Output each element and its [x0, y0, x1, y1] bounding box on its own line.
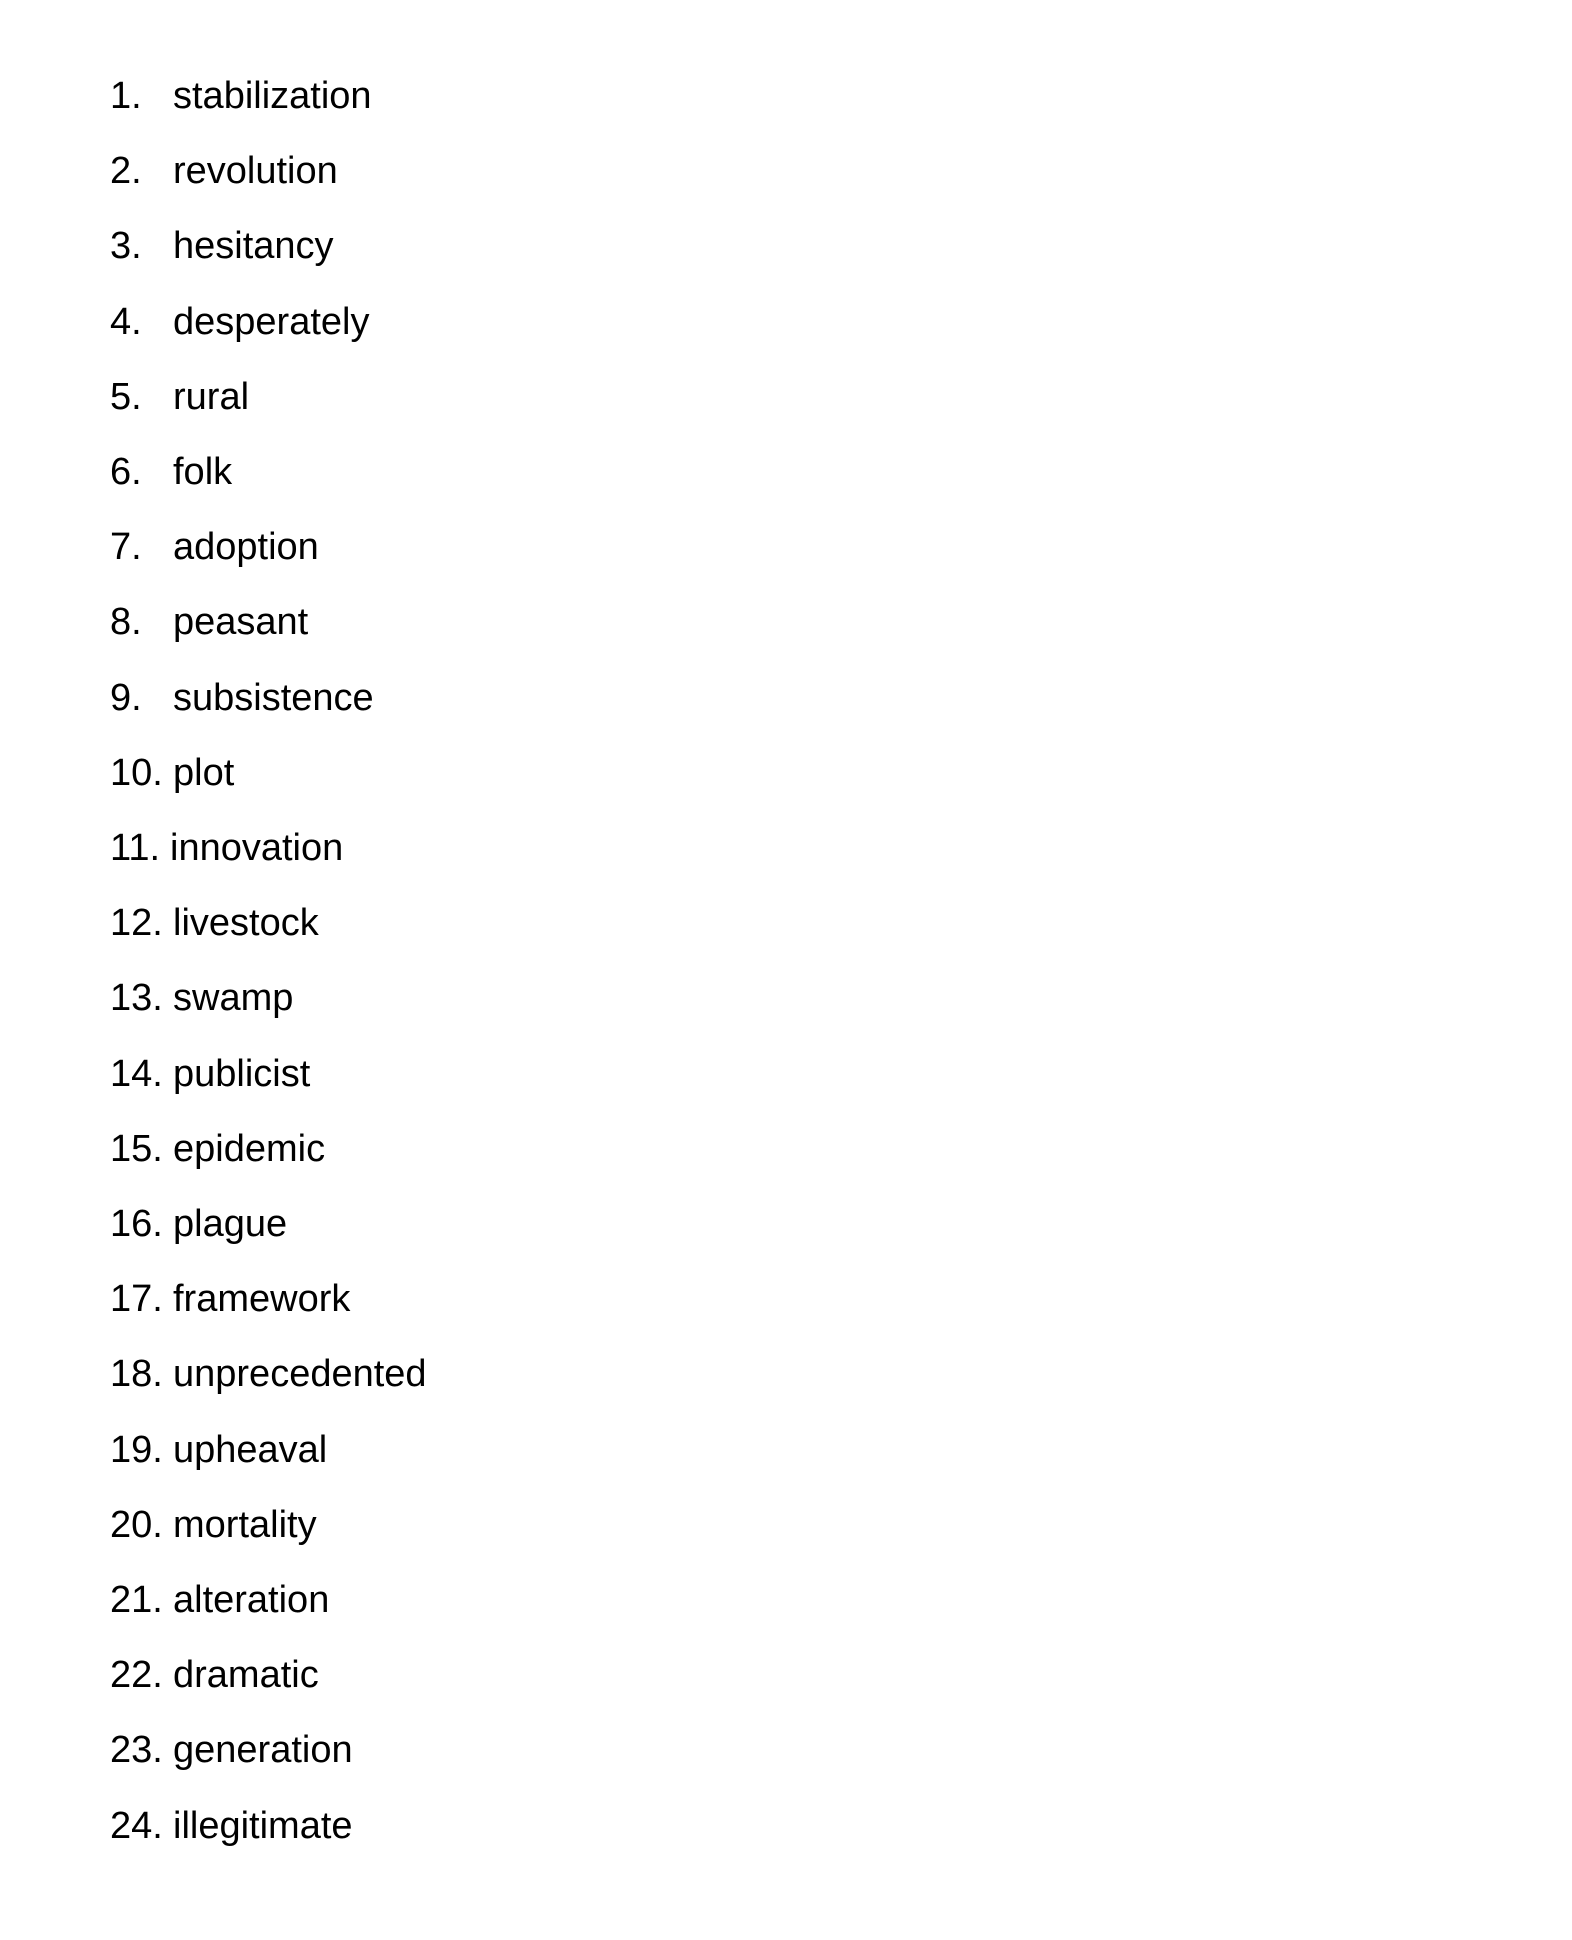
item-word: adoption [173, 526, 319, 568]
item-number: 7. [110, 526, 142, 568]
item-number: 10. [110, 752, 163, 794]
item-number: 21. [110, 1579, 163, 1621]
item-number: 11. [110, 827, 161, 869]
item-number: 15. [110, 1128, 163, 1170]
item-word: epidemic [173, 1128, 326, 1170]
item-number: 23. [110, 1729, 163, 1771]
item-word: innovation [170, 827, 344, 869]
item-number: 12. [110, 902, 163, 944]
item-number: 22. [110, 1654, 163, 1696]
item-number: 5. [110, 376, 142, 418]
item-number: 17. [110, 1278, 163, 1320]
item-word: unprecedented [173, 1353, 427, 1395]
item-number: 16. [110, 1203, 163, 1245]
item-word: illegitimate [173, 1805, 353, 1847]
item-number: 4. [110, 301, 142, 343]
item-word: rural [173, 376, 250, 418]
item-number: 9. [110, 677, 142, 719]
item-number: 8. [110, 601, 142, 643]
item-word: generation [173, 1729, 353, 1771]
item-number: 13. [110, 977, 163, 1019]
item-word: subsistence [173, 677, 374, 719]
item-number: 19. [110, 1429, 163, 1471]
item-number: 14. [110, 1053, 163, 1095]
item-number: 6. [110, 451, 142, 493]
item-word: peasant [173, 601, 309, 643]
item-word: swamp [173, 977, 294, 1019]
item-word: framework [173, 1278, 351, 1320]
item-word: mortality [173, 1504, 317, 1546]
item-word: desperately [173, 301, 370, 343]
item-word: stabilization [173, 75, 372, 117]
item-number: 18. [110, 1353, 163, 1395]
item-word: dramatic [173, 1654, 319, 1696]
item-word: upheaval [173, 1429, 328, 1471]
item-number: 2. [110, 150, 142, 192]
item-word: plague [173, 1203, 288, 1245]
item-word: livestock [173, 902, 319, 944]
item-word: alteration [173, 1579, 330, 1621]
item-word: publicist [173, 1053, 311, 1095]
item-word: hesitancy [173, 225, 334, 267]
item-word: plot [173, 752, 235, 794]
item-number: 1. [110, 75, 142, 117]
item-number: 20. [110, 1504, 163, 1546]
item-number: 24. [110, 1805, 163, 1847]
item-number: 3. [110, 225, 142, 267]
item-word: folk [173, 451, 233, 493]
item-word: revolution [173, 150, 338, 192]
